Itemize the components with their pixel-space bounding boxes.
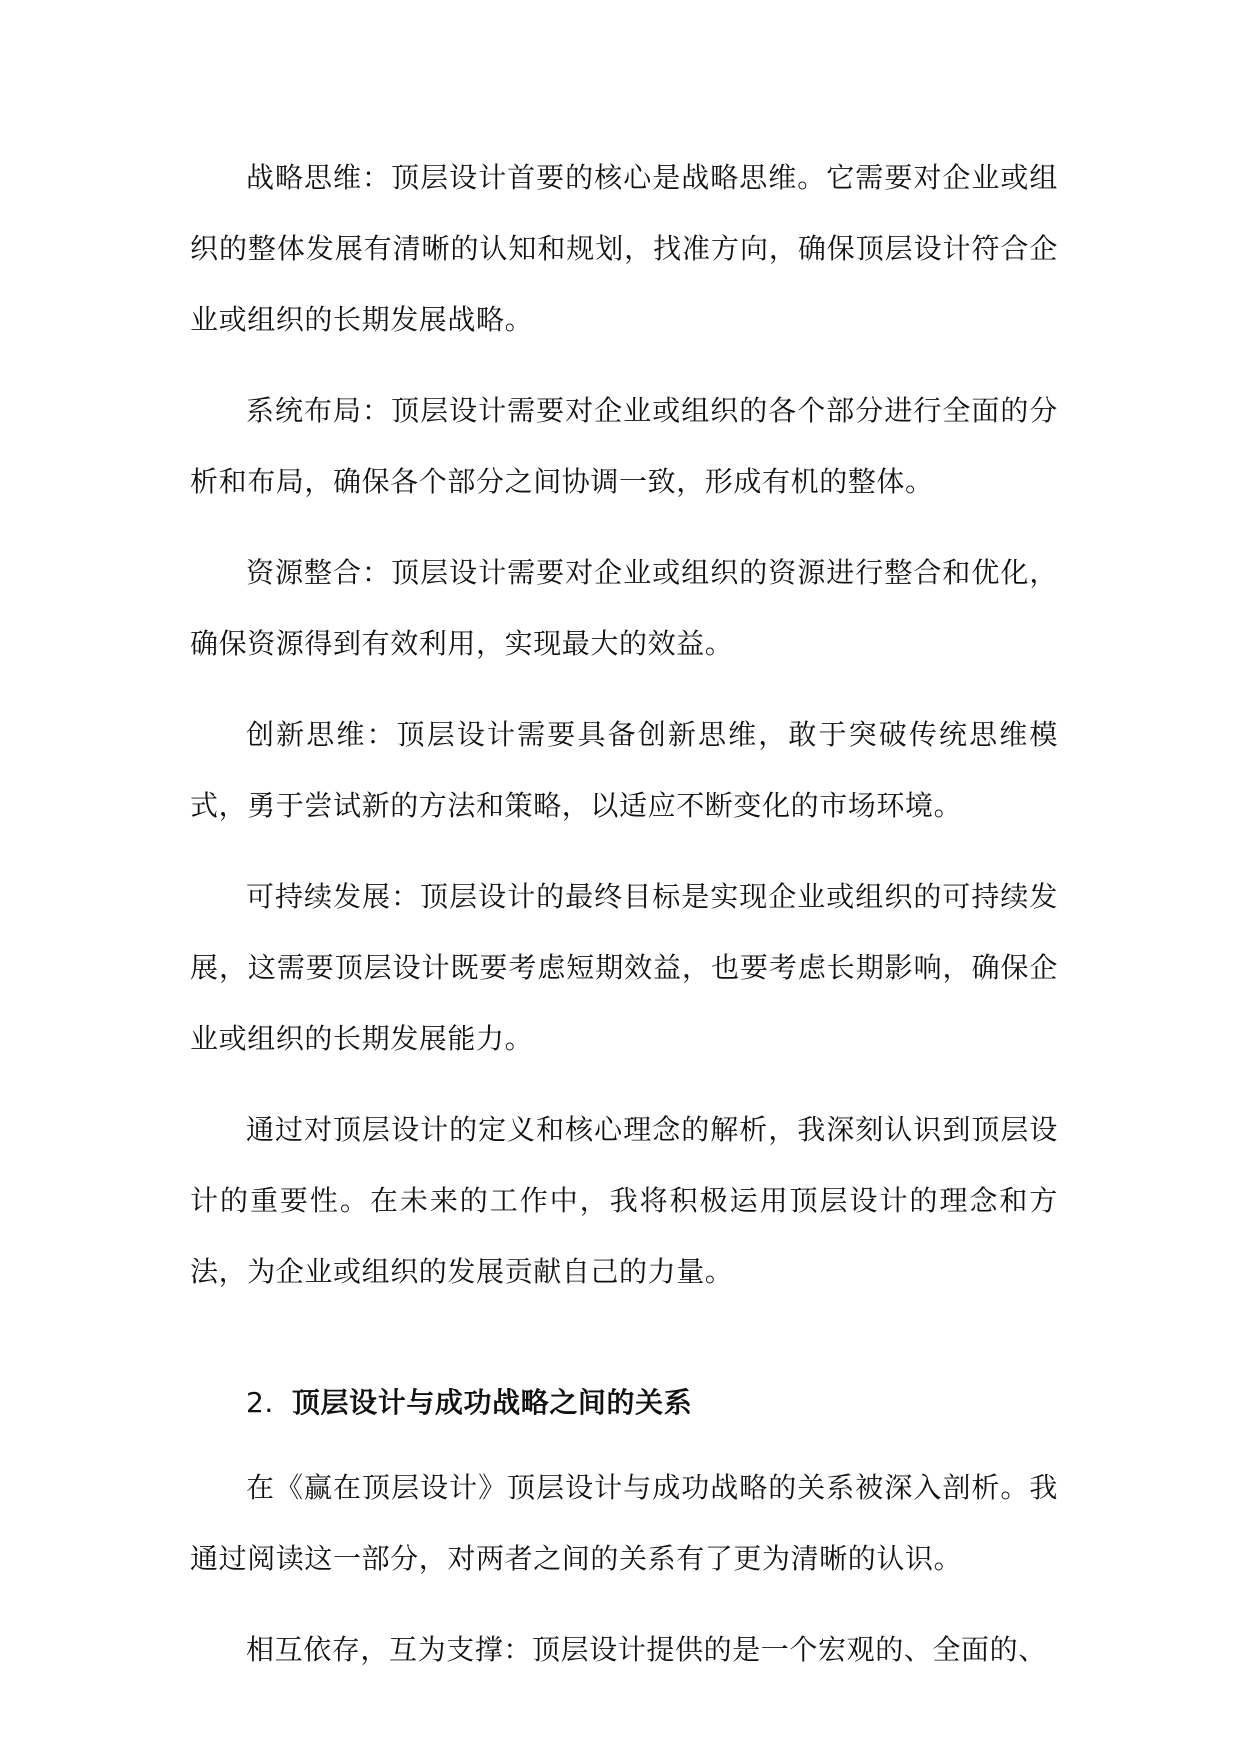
paragraph-interdependence: 相互依存，互为支撑：顶层设计提供的是一个宏观的、全面的、 bbox=[246, 1633, 1047, 1666]
section-heading bbox=[190, 1367, 1058, 1438]
section-title: 顶层设计与成功战略之间的关系 bbox=[291, 1386, 693, 1419]
paragraph-system-layout: 系统布局：顶层设计需要对企业或组织的各个部分进行全面的分析和布局，确保各个部分之间协调一致，形成有机的整体。 bbox=[190, 394, 1058, 498]
document-body bbox=[190, 142, 1058, 1705]
paragraph-conclusion: 通过对顶层设计的定义和核心理念的解析，我深刻认识到顶层设计的重要性。在未来的工作中，我将积极运用顶层设计的理念和方法，为企业或组织的发展贡献自己的力量。 bbox=[190, 1113, 1058, 1288]
paragraph-innovative-thinking: 创新思维：顶层设计需要具备创新思维，敢于突破传统思维模式，勇于尝试新的方法和策略，以适应不断变化的市场环境。 bbox=[190, 718, 1058, 822]
paragraph-resource-integration: 资源整合：顶层设计需要对企业或组织的资源进行整合和优化，确保资源得到有效利用，实现最大的效益。 bbox=[190, 556, 1058, 660]
paragraph-section-intro: 在《赢在顶层设计》顶层设计与成功战略的关系被深入剖析。我通过阅读这一部分，对两者之间的关系有了更为清晰的认识。 bbox=[190, 1471, 1058, 1575]
paragraph-sustainable-development: 可持续发展：顶层设计的最终目标是实现企业或组织的可持续发展，这需要顶层设计既要考虑短期效益，也要考虑长期影响，确保企业或组织的长期发展能力。 bbox=[190, 880, 1058, 1055]
paragraph-strategic-thinking: 战略思维：顶层设计首要的核心是战略思维。它需要对企业或组织的整体发展有清晰的认知和规划，找准方向，确保顶层设计符合企业或组织的长期发展战略。 bbox=[190, 161, 1058, 336]
section-number: 2. bbox=[246, 1386, 274, 1419]
